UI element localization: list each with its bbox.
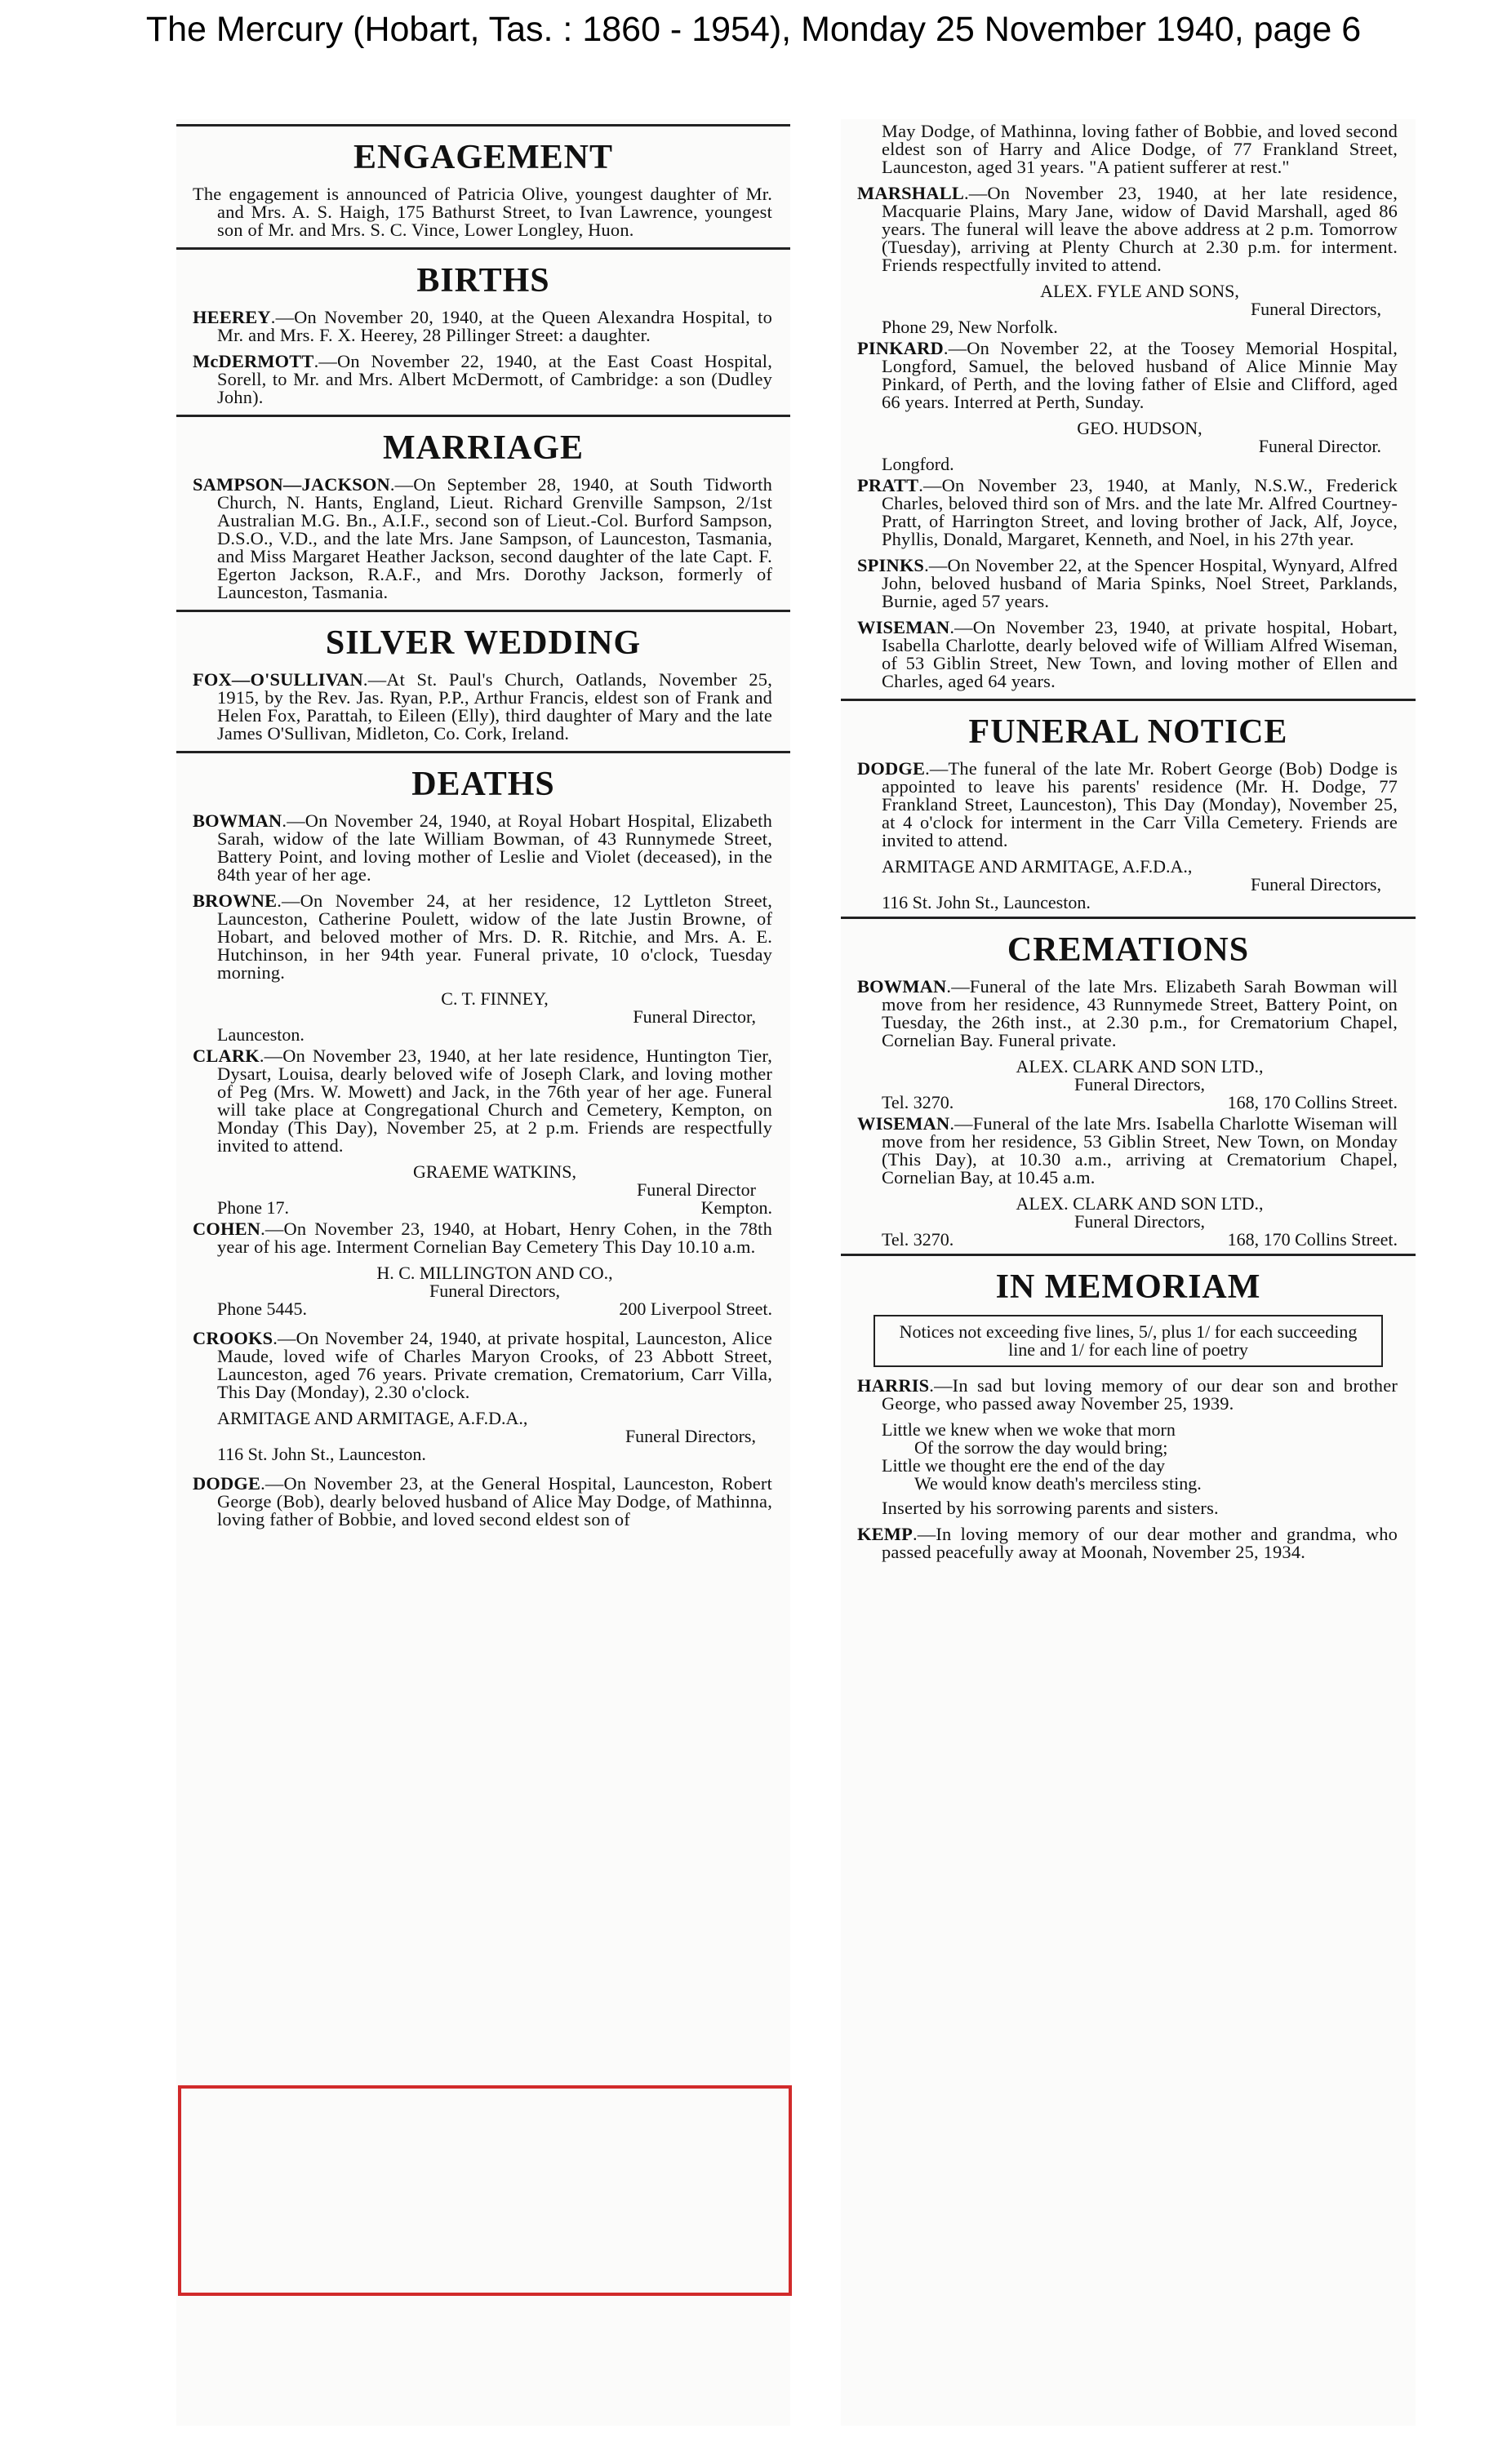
notice-text: .—Funeral of the late Mrs. Elizabeth Sarah Bowman will move from her residence, 43 Runnymede Street, Battery Point, on Tuesday, the 26th inst., at 2.30 p.m., for Crematorium Chapel, Cornelian Bay. Funeral private.: [882, 976, 1398, 1050]
death-notice-dodge: [193, 1473, 772, 1529]
right-column: [841, 119, 1416, 2426]
heading-births: BIRTHS: [416, 262, 550, 300]
death-notice-crooks: [193, 1328, 772, 1402]
surname: KEMP: [857, 1524, 913, 1544]
notice-text: .—On November 24, at her residence, 12 Lyttleton Street, Launceston, Catherine Poulett, widow of the late Justin Browne, of Hobart, and beloved mother of Mrs. D. R. Ritchie, and Mrs. A. E. Hutchinson, in her 94th year. Funeral private, 10 o'clock, Tuesday morning.: [217, 890, 772, 983]
signature-line: Phone 17.: [217, 1197, 289, 1218]
signature-line: Funeral Directors,: [625, 1426, 756, 1446]
silver-wedding-notice-fox: [193, 669, 772, 744]
notice-text: .—On November 23, at the General Hospital, Launceston, Robert George (Bob), dearly beloved husband of Alice May Dodge, of Mathinna, loving father of Bobbie, and loved second eldest son of: [217, 1473, 772, 1529]
signature-line: ARMITAGE AND ARMITAGE, A.F.D.A.,: [217, 1408, 528, 1428]
surname: CROOKS: [193, 1328, 273, 1348]
signature-line: ALEX. FYLE AND SONS,: [1040, 281, 1239, 301]
signature-crooks: [217, 1410, 772, 1463]
notice-text: .—On November 23, 1940, at her late residence, Macquarie Plains, Mary Jane, widow of David Marshall, aged 86 years. The funeral will leave the above address at 2 p.m. Tomorrow (Tuesday), arriving at Plenty Church at 2.30 p.m. for interment. Friends respectfully invited to attend.: [882, 183, 1398, 275]
signature-line: Funeral Directors,: [1250, 874, 1381, 895]
notice-text: .—On November 23, 1940, at Manly, N.S.W., Frederick Charles, beloved third son of Mrs. and the late Mr. Alfred Courtney-Pratt, of Harrington Street, and loving brother of Jack, Alf, Joyce, Phyllis, Donald, Margaret, Kenneth, and Noel, in his 27th year.: [882, 475, 1398, 549]
signature-line: Funeral Director,: [633, 1006, 756, 1027]
notice-text: .—In loving memory of our dear mother and grandma, who passed peacefully away at Moonah, November 25, 1934.: [882, 1524, 1398, 1562]
poem-line: Little we knew when we woke that morn: [882, 1419, 1176, 1440]
signature-line: 168, 170 Collins Street.: [1227, 1092, 1398, 1112]
surname: CLARK: [193, 1046, 260, 1066]
signature-line: Funeral Director.: [1258, 436, 1381, 456]
rates-box: Notices not exceeding five lines, 5/, plus 1/ for each succeeding line and 1/ for each line of poetry: [874, 1315, 1383, 1367]
surname: BROWNE: [193, 890, 278, 911]
death-notice-browne: [193, 890, 772, 983]
notice-text: .—On September 28, 1940, at South Tidworth Church, N. Hants, England, Lieut. Richard Grenville Sampson, 2/1st Australian M.G. Bn., A.I.F., second son of Lieut.-Col. Burford Sampson, D.S.O., V.D., and the late Mrs. Jane Sampson, of Launceston, Tasmania, and Miss Margaret Heather Jackson, second daughter of the late Capt. F. Egerton Jackson, R.A.F., and Mrs. Dorothy Jackson, formerly of Launceston, Tasmania.: [217, 474, 772, 602]
divider: [841, 1254, 1416, 1256]
notice-text: .—In sad but loving memory of our dear son and brother George, who passed away November 25, 1939.: [882, 1375, 1398, 1414]
surname: PINKARD: [857, 338, 944, 358]
notice-text: .—On November 23, 1940, at Hobart, Henry Cohen, in the 78th year of his age. Interment Cornelian Bay Cemetery This Day 10.10 a.m.: [217, 1219, 772, 1257]
notice-text: .—On November 22, at the Toosey Memorial Hospital, Longford, Samuel, the beloved husband of Alice Minnie May Pinkard, of Perth, and the loving father of Elsie and Clifford, aged 66 years. Interred at Perth, Sunday.: [882, 338, 1398, 412]
signature-line: Tel. 3270.: [882, 1092, 954, 1112]
notice-text: .—On November 22, 1940, at the East Coast Hospital, Sorell, to Mr. and Mrs. Albert McDermott, of Cambridge: a son (Dudley John).: [217, 351, 772, 407]
birth-notice-mcdermott: [193, 351, 772, 407]
surname: McDERMOTT: [193, 351, 314, 371]
heading-engagement: ENGAGEMENT: [353, 139, 614, 176]
signature-line: Funeral Director: [637, 1179, 756, 1200]
signature-funeral-dodge: [882, 858, 1398, 912]
heading-silver-wedding: SILVER WEDDING: [325, 624, 642, 662]
surname: MARSHALL: [857, 183, 964, 203]
cremation-notice-bowman: [857, 976, 1398, 1050]
signature-line: ALEX. CLARK AND SON LTD.,: [1016, 1056, 1264, 1077]
signature-marshall: [882, 282, 1398, 336]
divider: [841, 917, 1416, 919]
signature-cremation-bowman: [882, 1058, 1398, 1112]
death-notice-wiseman: [857, 617, 1398, 691]
signature-line: Launceston.: [217, 1024, 305, 1045]
signature-line: Tel. 3270.: [882, 1229, 954, 1250]
death-notice-clark: [193, 1046, 772, 1156]
surname: SPINKS: [857, 555, 925, 575]
signature-line: C. T. FINNEY,: [441, 988, 549, 1009]
death-notice-spinks: [857, 555, 1398, 611]
signature-cohen: [217, 1264, 772, 1318]
notice-text: .—On November 23, 1940, at private hospital, Hobart, Isabella Charlotte, dearly beloved wife of William Alfred Wiseman, of 53 Giblin Street, New Town, and loving mother of Ellen and Charles, aged 64 years.: [882, 617, 1398, 691]
signature-line: Phone 29, New Norfolk.: [882, 317, 1058, 337]
divider: [176, 751, 790, 753]
memoriam-notice-kemp: [857, 1524, 1398, 1562]
highlight-box: [178, 2085, 792, 2296]
signature-line: 168, 170 Collins Street.: [1227, 1229, 1398, 1250]
signature-line: Funeral Directors,: [1074, 1074, 1206, 1094]
surname: BOWMAN: [193, 810, 282, 831]
notice-text: .—On November 24, 1940, at Royal Hobart Hospital, Elizabeth Sarah, widow of the late William Bowman, of 43 Runnymede Street, Battery Point, and loving mother of Leslie and Violet (deceased), in the 84th year of her age.: [217, 810, 772, 885]
heading-funeral-notice: FUNERAL NOTICE: [968, 713, 1288, 751]
signature-line: Phone 5445.: [217, 1299, 307, 1319]
signature-line: Kempton.: [700, 1197, 772, 1218]
surname: COHEN: [193, 1219, 261, 1239]
signature-line: 116 St. John St., Launceston.: [882, 892, 1091, 912]
signature-line: Funeral Directors,: [1074, 1211, 1206, 1232]
cremation-notice-wiseman: [857, 1113, 1398, 1188]
death-notice-dodge-continued: [882, 122, 1398, 176]
signature-line: ARMITAGE AND ARMITAGE, A.F.D.A.,: [882, 856, 1193, 877]
engagement-notice: [193, 184, 772, 240]
surname: SAMPSON—JACKSON: [193, 474, 390, 495]
heading-deaths: DEATHS: [411, 766, 555, 803]
notice-text: May Dodge, of Mathinna, loving father of Bobbie, and loved second eldest son of Harry and Alice Dodge, of 77 Frankland Street, Launceston, aged 31 years. "A patient sufferer at rest.": [882, 121, 1398, 177]
page-title: The Mercury (Hobart, Tas. : 1860 - 1954), Monday 25 November 1940, page 6: [145, 10, 1362, 49]
heading-in-memoriam: IN MEMORIAM: [995, 1268, 1261, 1306]
notice-text: .—On November 24, 1940, at private hospital, Launceston, Alice Maude, loved wife of Charles Maryon Crooks, of 23 Abbott Street, Launceston, aged 76 years. Private cremation, Crematorium, Carr Villa, This Day (Monday), 2.30 o'clock.: [217, 1328, 772, 1402]
signature-line: Funeral Directors,: [429, 1281, 561, 1301]
surname: WISEMAN: [857, 617, 950, 637]
signature-line: 200 Liverpool Street.: [619, 1299, 772, 1319]
divider: [841, 699, 1416, 701]
signature-line: H. C. MILLINGTON AND CO.,: [376, 1263, 613, 1283]
left-column: [176, 119, 790, 2426]
surname: BOWMAN: [857, 976, 947, 997]
poem-line: Of the sorrow the day would bring;: [914, 1437, 1168, 1458]
engagement-text: The engagement is announced of Patricia Olive, youngest daughter of Mr. and Mrs. A. S. Haigh, 175 Bathurst Street, to Ivan Lawrence, youngest son of Mr. and Mrs. S. C. Vince, Lower Longley, Huon.: [193, 184, 772, 240]
death-notice-pinkard: [857, 338, 1398, 412]
notice-text: .—On November 20, 1940, at the Queen Alexandra Hospital, to Mr. and Mrs. F. X. Heerey, 28 Pillinger Street: a daughter.: [217, 307, 772, 345]
funeral-notice-dodge: [857, 758, 1398, 850]
surname: PRATT: [857, 475, 919, 495]
surname: WISEMAN: [857, 1113, 950, 1134]
signature-line: Funeral Directors,: [1250, 299, 1381, 319]
surname: HEEREY: [193, 307, 271, 327]
death-notice-marshall: [857, 183, 1398, 275]
notice-text: .—On November 22, at the Spencer Hospital, Wynyard, Alfred John, beloved husband of Maria Spinks, Noel Street, Parklands, Burnie, aged 57 years.: [882, 555, 1398, 611]
surname: DODGE: [857, 758, 926, 779]
surname: DODGE: [193, 1473, 261, 1494]
divider: [176, 247, 790, 250]
memoriam-poem: [882, 1421, 1398, 1493]
signature-browne: [217, 990, 772, 1044]
signature-line: GRAEME WATKINS,: [412, 1161, 577, 1182]
signature-line: Longford.: [882, 454, 954, 474]
notice-text: .—On November 23, 1940, at her late residence, Huntington Tier, Dysart, Louisa, dearly beloved wife of Joseph Clark, and loving mother of Peg (Mrs. W. Mowett) and Jack, in the 76th year of her age. Funeral will take place at Congregational Church and Cemetery, Kempton, on Monday (This Day), November 25, at 2 p.m. Friends are respectfully invited to attend.: [217, 1046, 772, 1156]
death-notice-bowman: [193, 810, 772, 885]
death-notice-pratt: [857, 475, 1398, 549]
notice-text: .—Funeral of the late Mrs. Isabella Charlotte Wiseman will move from her residence, 53 Giblin Street, New Town, on Monday (This Day), at 10.30 a.m., arriving at Crematorium Chapel, Cornelian Bay, at 10.45 a.m.: [882, 1113, 1398, 1188]
notice-text: .—The funeral of the late Mr. Robert George (Bob) Dodge is appointed to leave his parents' residence (Mr. H. Dodge, 77 Frankland Street, Launceston), This Day (Monday), November 25, at 4 o'clock for interment in the Carr Villa Cemetery. Friends are invited to attend.: [882, 758, 1398, 850]
heading-marriage: MARRIAGE: [383, 429, 584, 467]
memoriam-notice-harris: [857, 1375, 1398, 1414]
divider: [176, 124, 790, 127]
signature-line: GEO. HUDSON,: [1077, 418, 1202, 438]
notice-text: .—At St. Paul's Church, Oatlands, November 25, 1915, by the Rev. Jas. Ryan, P.P., Arthur Francis, eldest son of Frank and Helen Fox, Parattah, to Eileen (Elly), third daughter of Mary and the late James O'Sullivan, Midleton, Co. Cork, Ireland.: [217, 669, 772, 744]
memoriam-insert-harris: Inserted by his sorrowing parents and sisters.: [882, 1498, 1219, 1518]
poem-line: Little we thought ere the end of the day: [882, 1455, 1165, 1476]
birth-notice-heerey: [193, 307, 772, 345]
surname: HARRIS: [857, 1375, 930, 1396]
marriage-notice-sampson: [193, 474, 772, 602]
poem-line: We would know death's merciless sting.: [914, 1473, 1202, 1494]
death-notice-cohen: [193, 1219, 772, 1257]
signature-line: 116 St. John St., Launceston.: [217, 1444, 426, 1464]
heading-cremations: CREMATIONS: [1007, 931, 1250, 969]
signature-clark: [217, 1163, 772, 1217]
divider: [176, 610, 790, 612]
signature-pinkard: [882, 420, 1398, 473]
signature-cremation-wiseman: [882, 1195, 1398, 1249]
signature-line: ALEX. CLARK AND SON LTD.,: [1016, 1193, 1264, 1214]
surname: FOX—O'SULLIVAN: [193, 669, 363, 690]
divider: [176, 415, 790, 417]
